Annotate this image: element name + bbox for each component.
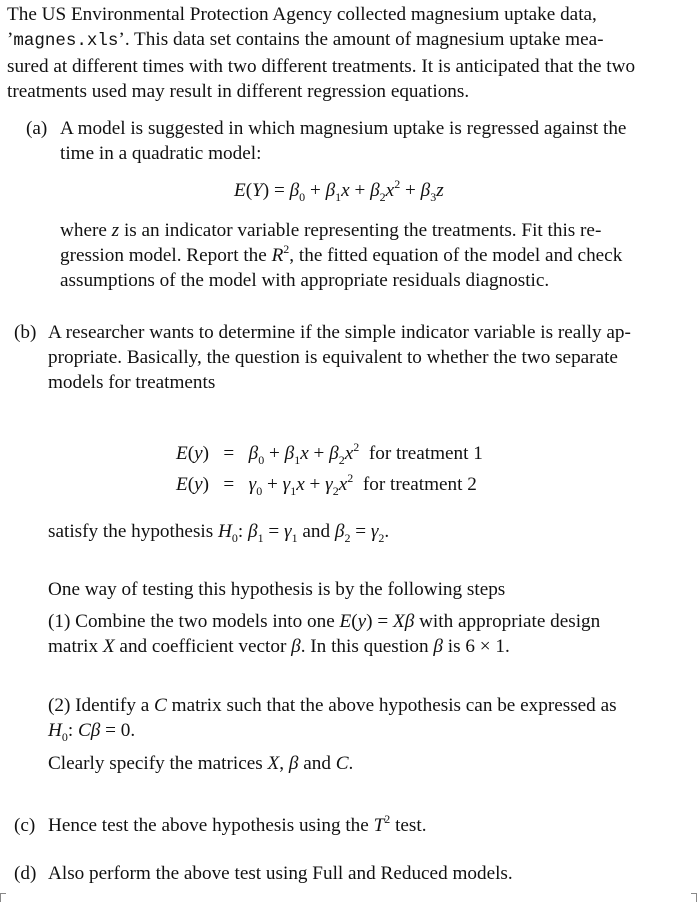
step-2 <box>48 693 688 743</box>
treatment-1-equation: $E(y) = \beta_0 + \beta_1x + \beta_2x^2$ for treatment 1 <box>176 439 483 467</box>
part-c-end: test. <box>390 815 427 836</box>
satisfy-text: satisfy the hypothesis <box>48 521 219 542</box>
intro-line-2 <box>7 27 692 54</box>
treatment-1-tag: for treatment 1 <box>368 443 483 464</box>
hypothesis-line: satisfy the hypothesis $H_0$: $\beta_1 = \gamma_1$ and $\beta_2 = \gamma_2$. <box>48 521 390 545</box>
part-d-label: (d) <box>14 863 37 884</box>
intro-paragraph <box>7 2 692 104</box>
intro-line-3: sured at different times with two different treatments. It is anticipated that the two <box>7 56 636 77</box>
step-1 <box>48 609 688 659</box>
part-a-line-4: gression model. Report the $R^2$, the fitted equation of the model and check <box>60 241 623 266</box>
part-b-text <box>48 320 688 395</box>
part-c-main: Hence test the above hypothesis using the <box>48 815 374 836</box>
part-b-line-3: models for treatments <box>48 372 216 393</box>
part-a-where <box>60 218 690 293</box>
model-equation-a: $E(Y) = \beta_0 + \beta_1x + \beta_2x^2 + \beta_3z$ <box>234 176 444 204</box>
part-a-line-2: time in a quadratic model: <box>60 143 262 164</box>
line4-text: gression model. Report the <box>60 245 272 266</box>
step1-f: is 6 × 1. <box>442 636 510 657</box>
part-a-line-5: assumptions of the model with appropriate residuals diagnostic. <box>60 270 550 291</box>
part-b-label: (b) <box>14 322 37 343</box>
part-b-line-1: A researcher wants to determine if the simple indicator variable is really ap- <box>48 322 631 343</box>
r-symbol: R <box>271 245 284 266</box>
file-name: magnes.xls <box>13 31 119 51</box>
step1-b: with appropriate design <box>414 611 601 632</box>
part-c-label: (c) <box>14 815 36 836</box>
line4-rest: , the fitted equation of the model and check <box>289 245 623 266</box>
part-b-line-2: propriate. Basically, the question is equivalent to whether the two separate <box>48 347 618 368</box>
step1-a: (1) Combine the two models into one <box>48 611 340 632</box>
where-text: where <box>60 220 112 241</box>
intro-line-2-rest: . This data set contains the amount of magnesium uptake mea- <box>124 29 604 50</box>
part-c-text: Hence test the above hypothesis using the $T^2$ test. <box>48 811 427 836</box>
steps-intro: One way of testing this hypothesis is by the following steps <box>48 579 506 600</box>
quote-close: ’ <box>118 29 125 50</box>
intro-line-1: The US Environmental Protection Agency collected magnesium uptake data, <box>7 4 597 25</box>
and-text: and <box>297 521 335 542</box>
clearly-specify: Clearly specify the matrices X, β and C. <box>48 753 354 774</box>
step2-a: (2) Identify a <box>48 695 155 716</box>
part-a-line-3: where z is an indicator variable representing the treatments. Fit this re- <box>60 220 602 241</box>
step2-b: matrix such that the above hypothesis can be expressed as <box>166 695 617 716</box>
part-d-text: Also perform the above test using Full and Reduced models. <box>48 863 513 884</box>
clearly-text: Clearly specify the matrices <box>48 753 268 774</box>
where-rest: is an indicator variable representing the treatments. Fit this re- <box>119 220 602 241</box>
step1-c: matrix <box>48 636 103 657</box>
treatment-2-equation: $E(y) = \gamma_0 + \gamma_1x + \gamma_2x^2$ for treatment 2 <box>176 470 477 498</box>
quote-open: ’ <box>7 29 14 50</box>
part-a-text <box>60 116 690 166</box>
step-1-line-2: matrix X and coefficient vector β. In this question β is 6 × 1. <box>48 636 510 657</box>
treatment-2-tag: for treatment 2 <box>362 474 477 495</box>
intro-line-4: treatments used may result in different regression equations. <box>7 81 470 102</box>
step-2-line-2: $H_0$: Cβ = 0. <box>48 720 136 744</box>
part-a-label: (a) <box>26 118 48 139</box>
step1-e: . In this question <box>300 636 434 657</box>
step-2-line-1: (2) Identify a C matrix such that the above hypothesis can be expressed as <box>48 695 617 716</box>
step1-d: and coefficient vector <box>114 636 292 657</box>
part-a-line-1: A model is suggested in which magnesium uptake is regressed against the <box>60 118 627 139</box>
step-1-line-1: (1) Combine the two models into one E(y) = Xβ with appropriate design <box>48 611 601 632</box>
